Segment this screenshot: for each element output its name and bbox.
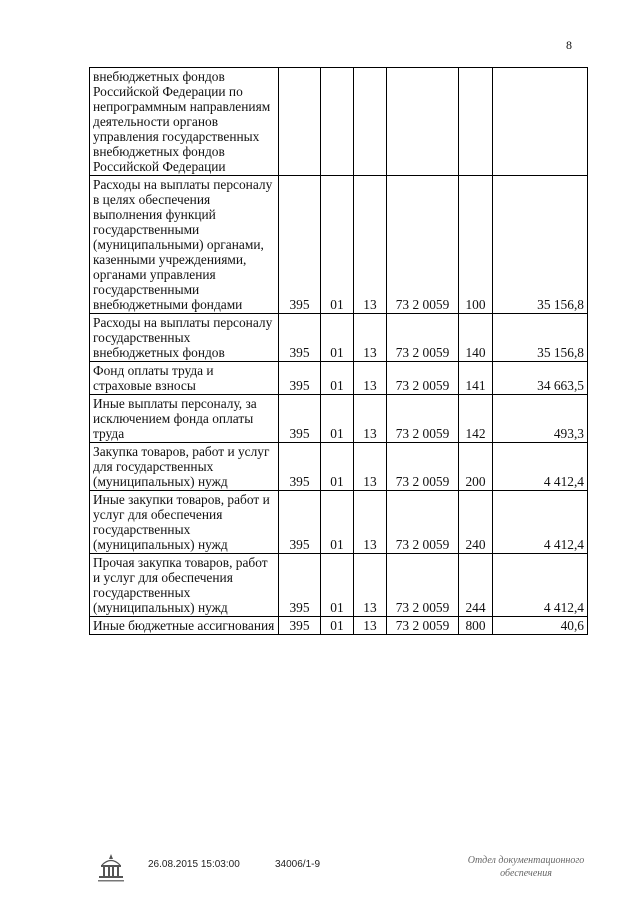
department-line-1: Отдел документационного bbox=[467, 855, 585, 866]
cell-csr: 73 2 0059 bbox=[387, 443, 459, 491]
cell-csr: 73 2 0059 bbox=[387, 617, 459, 635]
cell-amount bbox=[493, 68, 588, 176]
cell-vr: 800 bbox=[459, 617, 493, 635]
cell-csr: 73 2 0059 bbox=[387, 395, 459, 443]
table-row bbox=[90, 68, 588, 176]
cell-amount: 4 412,4 bbox=[493, 443, 588, 491]
cell-ved: 395 bbox=[279, 443, 321, 491]
cell-vr: 142 bbox=[459, 395, 493, 443]
cell-csr: 73 2 0059 bbox=[387, 554, 459, 617]
cell-vr: 200 bbox=[459, 443, 493, 491]
cell-vr: 240 bbox=[459, 491, 493, 554]
row-description: Расходы на выплаты персоналу государственных внебюджетных фондов bbox=[90, 314, 279, 362]
cell-amount: 35 156,8 bbox=[493, 314, 588, 362]
row-description: Фонд оплаты труда и страховые взносы bbox=[90, 362, 279, 395]
cell-rz: 01 bbox=[321, 362, 354, 395]
cell-ved: 395 bbox=[279, 491, 321, 554]
cell-vr: 140 bbox=[459, 314, 493, 362]
cell-rz: 01 bbox=[321, 617, 354, 635]
cell-pr: 13 bbox=[354, 395, 387, 443]
row-description: Иные бюджетные ассигнования bbox=[90, 617, 279, 635]
cell-rz: 01 bbox=[321, 554, 354, 617]
cell-csr: 73 2 0059 bbox=[387, 176, 459, 314]
table-row bbox=[90, 395, 588, 443]
cell-pr: 13 bbox=[354, 443, 387, 491]
department-line-2: обеспечения bbox=[500, 868, 552, 879]
row-description: Иные закупки товаров, работ и услуг для обеспечения государственных (муниципальных) нужд bbox=[90, 491, 279, 554]
page-number: 8 bbox=[566, 38, 572, 52]
cell-pr: 13 bbox=[354, 314, 387, 362]
cell-csr: 73 2 0059 bbox=[387, 314, 459, 362]
cell-ved: 395 bbox=[279, 176, 321, 314]
cell-amount: 40,6 bbox=[493, 617, 588, 635]
table-row bbox=[90, 176, 588, 314]
row-description: внебюджетных фондов Российской Федерации по непрограммным направлениям деятельности органов управления государственных внебюджетных фондов Российской Федерации bbox=[90, 68, 279, 176]
cell-vr bbox=[459, 68, 493, 176]
cell-pr: 13 bbox=[354, 176, 387, 314]
footer-datetime: 26.08.2015 15:03:00 bbox=[148, 859, 240, 870]
cell-ved bbox=[279, 68, 321, 176]
cell-amount: 4 412,4 bbox=[493, 491, 588, 554]
cell-pr: 13 bbox=[354, 362, 387, 395]
row-description: Закупка товаров, работ и услуг для государственных (муниципальных) нужд bbox=[90, 443, 279, 491]
cell-rz: 01 bbox=[321, 491, 354, 554]
footer-doc-code: 34006/1-9 bbox=[275, 859, 321, 870]
cell-vr: 100 bbox=[459, 176, 493, 314]
cell-rz: 01 bbox=[321, 443, 354, 491]
cell-rz: 01 bbox=[321, 314, 354, 362]
footer-department bbox=[446, 854, 606, 880]
cell-pr bbox=[354, 68, 387, 176]
cell-ved: 395 bbox=[279, 314, 321, 362]
row-description: Иные выплаты персоналу, за исключением фонда оплаты труда bbox=[90, 395, 279, 443]
cell-ved: 395 bbox=[279, 395, 321, 443]
table-row bbox=[90, 617, 588, 635]
cell-pr: 13 bbox=[354, 617, 387, 635]
cell-rz: 01 bbox=[321, 176, 354, 314]
cell-ved: 395 bbox=[279, 554, 321, 617]
row-description: Прочая закупка товаров, работ и услуг для обеспечения государственных (муниципальных) нужд bbox=[90, 554, 279, 617]
cell-ved: 395 bbox=[279, 617, 321, 635]
row-description: Расходы на выплаты персоналу в целях обеспечения выполнения функций государственными (муниципальными) органами, казенными учреждениями, органами управления государственными внебюджетными фондами bbox=[90, 176, 279, 314]
cell-rz bbox=[321, 68, 354, 176]
cell-ved: 395 bbox=[279, 362, 321, 395]
cell-vr: 244 bbox=[459, 554, 493, 617]
cell-vr: 141 bbox=[459, 362, 493, 395]
cell-amount: 4 412,4 bbox=[493, 554, 588, 617]
table-row bbox=[90, 362, 588, 395]
table-row bbox=[90, 554, 588, 617]
cell-amount: 493,3 bbox=[493, 395, 588, 443]
cell-rz: 01 bbox=[321, 395, 354, 443]
cell-amount: 35 156,8 bbox=[493, 176, 588, 314]
cell-csr bbox=[387, 68, 459, 176]
cell-csr: 73 2 0059 bbox=[387, 362, 459, 395]
cell-amount: 34 663,5 bbox=[493, 362, 588, 395]
cell-pr: 13 bbox=[354, 491, 387, 554]
table-body bbox=[90, 68, 588, 635]
table-row bbox=[90, 491, 588, 554]
budget-table bbox=[89, 67, 588, 635]
cell-csr: 73 2 0059 bbox=[387, 491, 459, 554]
table-row bbox=[90, 443, 588, 491]
building-seal-icon bbox=[96, 852, 126, 884]
table-row bbox=[90, 314, 588, 362]
cell-pr: 13 bbox=[354, 554, 387, 617]
